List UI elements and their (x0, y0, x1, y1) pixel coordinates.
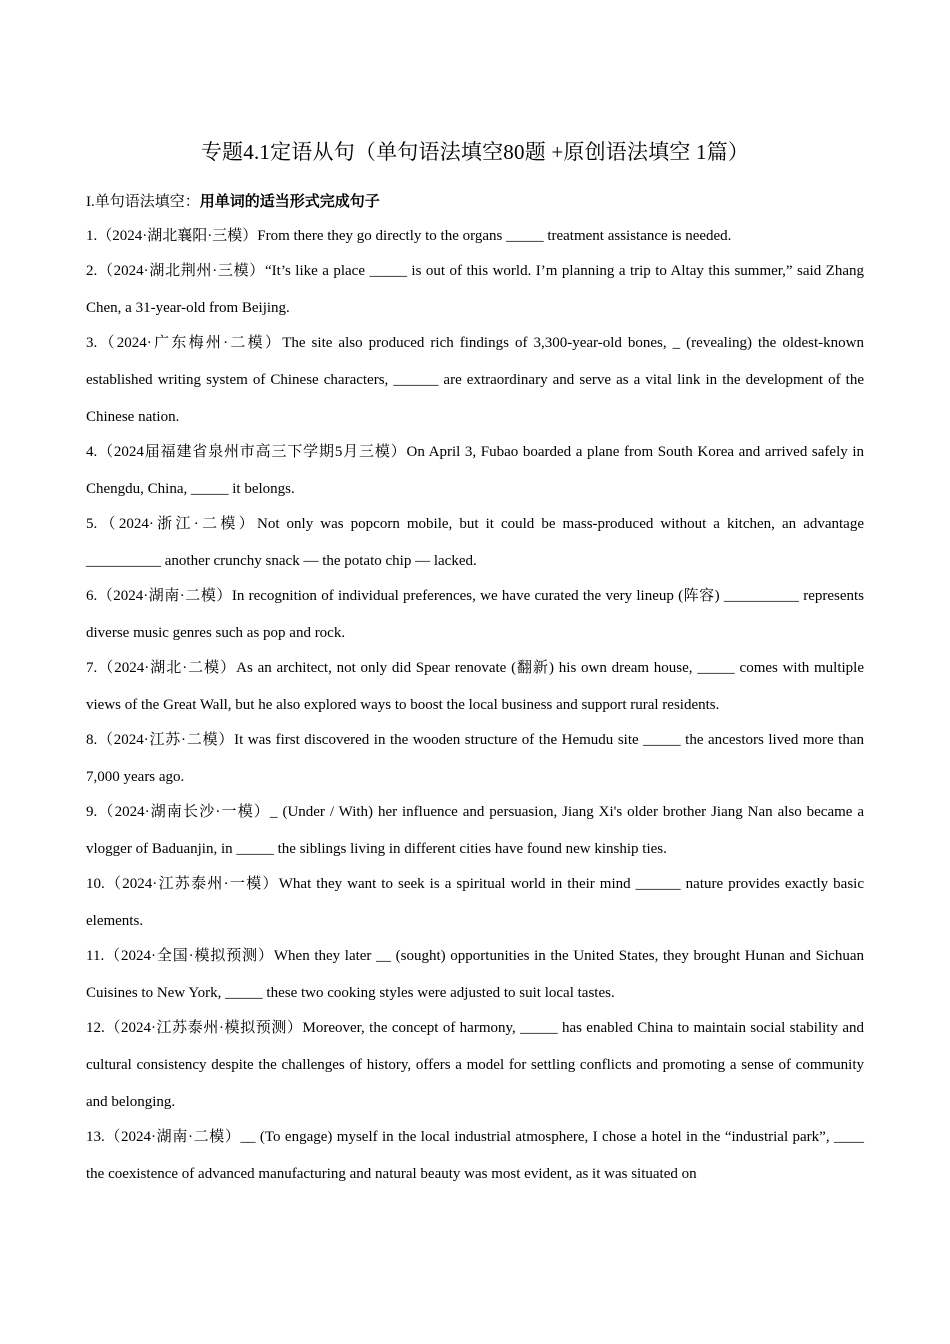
question-source: （2024·全国·模拟预测） (104, 948, 274, 964)
question-text: Moreover, the concept of harmony, _____ has enabled China to maintain social stability and cultural consistency despite the challenges of history, offers a model for settling conflicts and promoting a sense of community and belonging. (86, 1020, 864, 1110)
question-text: Not only was popcorn mobile, but it could be mass-produced without a kitchen, an advantage __________ another crunchy snack — the potato chip — lacked. (86, 516, 864, 569)
question-item (86, 1010, 864, 1121)
question-text: In recognition of individual preferences, we have curated the very lineup (阵容) __________ represents diverse music genres such as pop and rock. (86, 588, 864, 641)
question-number: 13. (86, 1129, 105, 1145)
question-source: （2024·湖南长沙·一模） (97, 804, 271, 820)
question-number: 7. (86, 660, 98, 676)
question-number: 12. (86, 1020, 105, 1036)
section-heading (86, 190, 380, 211)
question-text: On April 3, Fubao boarded a plane from South Korea and arrived safely in Chengdu, China, _____ it belongs. (86, 444, 864, 497)
section-instruction: 用单词的适当形式完成句子 (199, 194, 380, 210)
question-item (86, 794, 864, 868)
question-item (86, 253, 864, 327)
question-source: （2024·湖北襄阳·三模） (97, 228, 258, 244)
question-text: When they later __ (sought) opportunities in the United States, they brought Hunan and Sichuan Cuisines to New York, _____ these two cooking styles were adjusted to suit local tastes. (86, 948, 864, 1001)
question-item (86, 938, 864, 1012)
question-number: 11. (86, 948, 105, 964)
question-item (86, 1119, 864, 1193)
question-source: （2024·广东梅州·二模） (97, 335, 283, 351)
section-number-label: I.单句语法填空： (86, 194, 200, 210)
question-source: （2024·湖南·二模） (97, 588, 232, 604)
question-text: __ (To engage) myself in the local industrial atmosphere, I chose a hotel in the “industrial park”, ____ the coexistence of advanced manufacturing and natural beauty was most evident, as it was situated on (86, 1129, 864, 1182)
question-source: （2024·湖南·二模） (104, 1129, 241, 1145)
question-source: （2024·江苏泰州·一模） (104, 876, 279, 892)
question-text: It was first discovered in the wooden structure of the Hemudu site _____ the ancestors lived more than 7,000 years ago. (86, 732, 864, 785)
question-number: 3. (86, 335, 98, 351)
question-text: As an architect, not only did Spear renovate (翻新) his own dream house, _____ comes with multiple views of the Great Wall, but he also explored ways to boost the local business and support rural residents. (86, 660, 864, 713)
question-text: What they want to seek is a spiritual world in their mind ______ nature provides exactly basic elements. (86, 876, 865, 929)
question-number: 1. (86, 228, 98, 244)
question-source: （2024·江苏·二模） (97, 732, 235, 748)
question-list (86, 218, 864, 1191)
question-number: 2. (86, 263, 98, 279)
question-item (86, 650, 864, 724)
question-number: 5. (86, 516, 98, 532)
question-number: 6. (86, 588, 98, 604)
question-text: _ (Under / With) her influence and persuasion, Jiang Xi's older brother Jiang Nan also became a vlogger of Baduanjin, in _____ the siblings living in different cities have found new kinship ties. (86, 804, 865, 857)
question-item (86, 325, 864, 436)
question-source: （2024·湖北荆州·三模） (97, 263, 266, 279)
question-source: （2024·湖北·二模） (97, 660, 237, 676)
question-item (86, 866, 864, 940)
question-item (86, 722, 864, 796)
question-text: The site also produced rich findings of 3,300-year-old bones, _ (revealing) the oldest-known established writing system of Chinese characters, ______ are extraordinary and serve as a vital link in the development of the Chinese nation. (86, 335, 865, 425)
question-item (86, 578, 864, 652)
question-number: 9. (86, 804, 98, 820)
question-source: （2024·江苏泰州·模拟预测） (104, 1020, 303, 1036)
question-text: From there they go directly to the organs _____ treatment assistance is needed. (257, 228, 732, 244)
question-item (86, 434, 864, 508)
question-source: （2024·浙江·二模） (97, 516, 257, 532)
question-text: “It’s like a place _____ is out of this world. I’m planning a trip to Altay this summer,” said Zhang Chen, a 31-year-old from Beijing. (86, 263, 864, 316)
question-number: 8. (86, 732, 98, 748)
question-item (86, 218, 864, 255)
question-source: （2024届福建省泉州市高三下学期5月三模） (97, 444, 407, 460)
question-item (86, 506, 864, 580)
page-title: 专题4.1定语从句（单句语法填空80题 +原创语法填空 1篇） (200, 140, 750, 164)
question-number: 10. (86, 876, 105, 892)
question-number: 4. (86, 444, 98, 460)
